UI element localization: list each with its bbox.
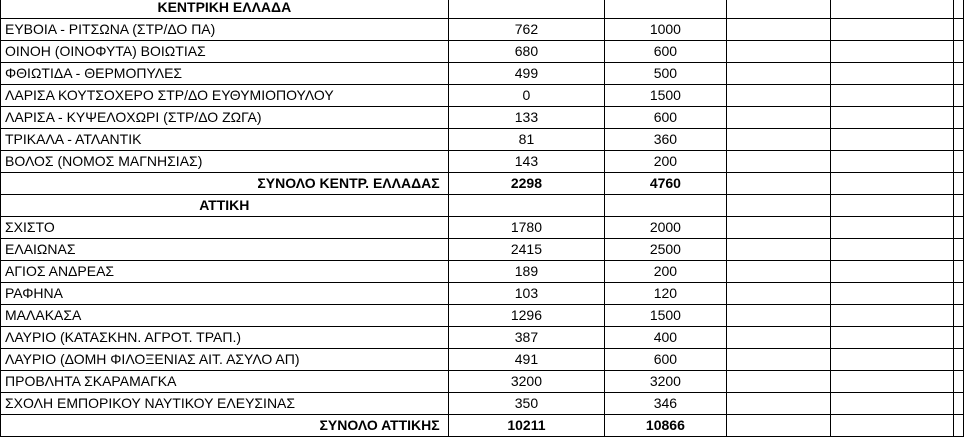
section-header-row bbox=[1, 0, 964, 19]
empty-cell bbox=[954, 371, 964, 393]
empty-cell bbox=[726, 0, 830, 19]
empty-cell bbox=[726, 327, 830, 349]
empty-cell bbox=[954, 85, 964, 107]
value-cell: 3200 bbox=[605, 371, 726, 393]
value-cell: 360 bbox=[605, 129, 726, 151]
empty-cell bbox=[954, 195, 964, 217]
empty-cell bbox=[954, 393, 964, 415]
value-cell: 491 bbox=[448, 349, 605, 371]
empty-cell bbox=[726, 173, 830, 195]
empty-cell bbox=[830, 327, 954, 349]
table-row bbox=[1, 327, 964, 349]
empty-cell bbox=[830, 85, 954, 107]
value-cell: 189 bbox=[448, 261, 605, 283]
table-row bbox=[1, 63, 964, 85]
empty-cell bbox=[726, 371, 830, 393]
empty-cell bbox=[830, 19, 954, 41]
value-cell: 387 bbox=[448, 327, 605, 349]
location-name: ΤΡΙΚΑΛΑ - ΑΤΛΑΝΤΙΚ bbox=[1, 129, 449, 151]
value-cell: 350 bbox=[448, 393, 605, 415]
table-body bbox=[1, 0, 964, 437]
value-cell: 143 bbox=[448, 151, 605, 173]
table-row bbox=[1, 41, 964, 63]
empty-cell bbox=[954, 0, 964, 19]
total-value: 10211 bbox=[448, 415, 605, 437]
table-row bbox=[1, 107, 964, 129]
location-name: ΒΟΛΟΣ (ΝΟΜΟΣ ΜΑΓΝΗΣΙΑΣ) bbox=[1, 151, 449, 173]
location-name: ΕΥΒΟΙΑ - ΡΙΤΣΩΝΑ (ΣΤΡ/ΔΟ ΠΑ) bbox=[1, 19, 449, 41]
empty-cell bbox=[954, 415, 964, 437]
empty-cell bbox=[726, 85, 830, 107]
empty-cell bbox=[830, 371, 954, 393]
value-cell: 120 bbox=[605, 283, 726, 305]
value-cell: 1500 bbox=[605, 305, 726, 327]
total-value: 2298 bbox=[448, 173, 605, 195]
empty-cell bbox=[726, 63, 830, 85]
location-name: ΣΧΟΛΗ ΕΜΠΟΡΙΚΟΥ ΝΑΥΤΙΚΟΥ ΕΛΕΥΣΙΝΑΣ bbox=[1, 393, 449, 415]
empty-cell bbox=[726, 239, 830, 261]
total-label: ΣΥΝΟΛΟ ΚΕΝΤΡ. ΕΛΛΑΔΑΣ bbox=[1, 173, 449, 195]
empty-cell bbox=[830, 107, 954, 129]
total-value: 4760 bbox=[605, 173, 726, 195]
value-cell: 2415 bbox=[448, 239, 605, 261]
empty-cell bbox=[726, 261, 830, 283]
empty-cell bbox=[954, 327, 964, 349]
location-name: ΦΘΙΩΤΙΔΑ - ΘΕΡΜΟΠΥΛΕΣ bbox=[1, 63, 449, 85]
empty-cell bbox=[954, 239, 964, 261]
location-name: ΛΑΡΙΣΑ ΚΟΥΤΣΟΧΕΡΟ ΣΤΡ/ΔΟ ΕΥΘΥΜΙΟΠΟΥΛΟΥ bbox=[1, 85, 449, 107]
table-row bbox=[1, 85, 964, 107]
empty-cell bbox=[726, 195, 830, 217]
table-row bbox=[1, 371, 964, 393]
empty-cell bbox=[954, 349, 964, 371]
table-row bbox=[1, 349, 964, 371]
empty-cell bbox=[954, 63, 964, 85]
table-row bbox=[1, 261, 964, 283]
value-cell: 600 bbox=[605, 107, 726, 129]
empty-cell bbox=[830, 41, 954, 63]
empty-cell bbox=[830, 393, 954, 415]
empty-cell bbox=[830, 305, 954, 327]
table-row bbox=[1, 239, 964, 261]
empty-cell bbox=[954, 41, 964, 63]
location-name: ΟΙΝΟΗ (ΟΙΝΟΦΥΤΑ) ΒΟΙΩΤΙΑΣ bbox=[1, 41, 449, 63]
empty-cell bbox=[726, 107, 830, 129]
value-cell: 680 bbox=[448, 41, 605, 63]
value-cell: 600 bbox=[605, 349, 726, 371]
table-row bbox=[1, 283, 964, 305]
empty-cell bbox=[605, 0, 726, 19]
empty-cell bbox=[726, 129, 830, 151]
empty-cell bbox=[830, 173, 954, 195]
empty-cell bbox=[726, 217, 830, 239]
empty-cell bbox=[830, 217, 954, 239]
value-cell: 1296 bbox=[448, 305, 605, 327]
value-cell: 1780 bbox=[448, 217, 605, 239]
value-cell: 2500 bbox=[605, 239, 726, 261]
value-cell: 103 bbox=[448, 283, 605, 305]
empty-cell bbox=[448, 0, 605, 19]
location-name: ΡΑΦΗΝΑ bbox=[1, 283, 449, 305]
total-value: 10866 bbox=[605, 415, 726, 437]
table-row bbox=[1, 217, 964, 239]
empty-cell bbox=[954, 107, 964, 129]
empty-cell bbox=[830, 261, 954, 283]
section-header: ΚΕΝΤΡΙΚΗ ΕΛΛΑΔΑ bbox=[1, 0, 449, 19]
value-cell: 200 bbox=[605, 151, 726, 173]
value-cell: 1000 bbox=[605, 19, 726, 41]
empty-cell bbox=[954, 151, 964, 173]
empty-cell bbox=[726, 151, 830, 173]
empty-cell bbox=[830, 129, 954, 151]
table-row bbox=[1, 151, 964, 173]
location-name: ΣΧΙΣΤΟ bbox=[1, 217, 449, 239]
empty-cell bbox=[448, 195, 605, 217]
value-cell: 600 bbox=[605, 41, 726, 63]
value-cell: 3200 bbox=[448, 371, 605, 393]
location-name: ΕΛΑΙΩΝΑΣ bbox=[1, 239, 449, 261]
table-row bbox=[1, 393, 964, 415]
value-cell: 500 bbox=[605, 63, 726, 85]
empty-cell bbox=[830, 415, 954, 437]
empty-cell bbox=[726, 19, 830, 41]
empty-cell bbox=[726, 305, 830, 327]
location-name: ΜΑΛΑΚΑΣΑ bbox=[1, 305, 449, 327]
section-header-row bbox=[1, 195, 964, 217]
table-row bbox=[1, 19, 964, 41]
empty-cell bbox=[830, 195, 954, 217]
empty-cell bbox=[830, 63, 954, 85]
location-name: ΑΓΙΟΣ ΑΝΔΡΕΑΣ bbox=[1, 261, 449, 283]
value-cell: 346 bbox=[605, 393, 726, 415]
value-cell: 2000 bbox=[605, 217, 726, 239]
empty-cell bbox=[830, 349, 954, 371]
empty-cell bbox=[830, 283, 954, 305]
empty-cell bbox=[830, 0, 954, 19]
value-cell: 0 bbox=[448, 85, 605, 107]
value-cell: 1500 bbox=[605, 85, 726, 107]
location-name: ΛΑΥΡΙΟ (ΔΟΜΗ ΦΙΛΟΞΕΝΙΑΣ ΑΙΤ. ΑΣΥΛΟ ΑΠ) bbox=[1, 349, 449, 371]
empty-cell bbox=[726, 41, 830, 63]
empty-cell bbox=[954, 19, 964, 41]
empty-cell bbox=[726, 283, 830, 305]
table-row bbox=[1, 129, 964, 151]
empty-cell bbox=[954, 129, 964, 151]
total-label: ΣΥΝΟΛΟ ΑΤΤΙΚΗΣ bbox=[1, 415, 449, 437]
value-cell: 133 bbox=[448, 107, 605, 129]
value-cell: 81 bbox=[448, 129, 605, 151]
table-row bbox=[1, 305, 964, 327]
value-cell: 200 bbox=[605, 261, 726, 283]
empty-cell bbox=[726, 349, 830, 371]
value-cell: 499 bbox=[448, 63, 605, 85]
value-cell: 762 bbox=[448, 19, 605, 41]
empty-cell bbox=[954, 261, 964, 283]
location-name: ΛΑΥΡΙΟ (ΚΑΤΑΣΚΗΝ. ΑΓΡΟΤ. ΤΡΑΠ.) bbox=[1, 327, 449, 349]
empty-cell bbox=[726, 415, 830, 437]
empty-cell bbox=[830, 239, 954, 261]
empty-cell bbox=[830, 151, 954, 173]
location-name: ΛΑΡΙΣΑ - ΚΥΨΕΛΟΧΩΡΙ (ΣΤΡ/ΔΟ ΖΩΓΑ) bbox=[1, 107, 449, 129]
empty-cell bbox=[954, 173, 964, 195]
empty-cell bbox=[954, 283, 964, 305]
empty-cell bbox=[605, 195, 726, 217]
total-row bbox=[1, 415, 964, 437]
section-header: ΑΤΤΙΚΗ bbox=[1, 195, 449, 217]
value-cell: 400 bbox=[605, 327, 726, 349]
empty-cell bbox=[954, 217, 964, 239]
location-name: ΠΡΟΒΛΗΤΑ ΣΚΑΡΑΜΑΓΚΑ bbox=[1, 371, 449, 393]
empty-cell bbox=[954, 305, 964, 327]
empty-cell bbox=[726, 393, 830, 415]
total-row bbox=[1, 173, 964, 195]
